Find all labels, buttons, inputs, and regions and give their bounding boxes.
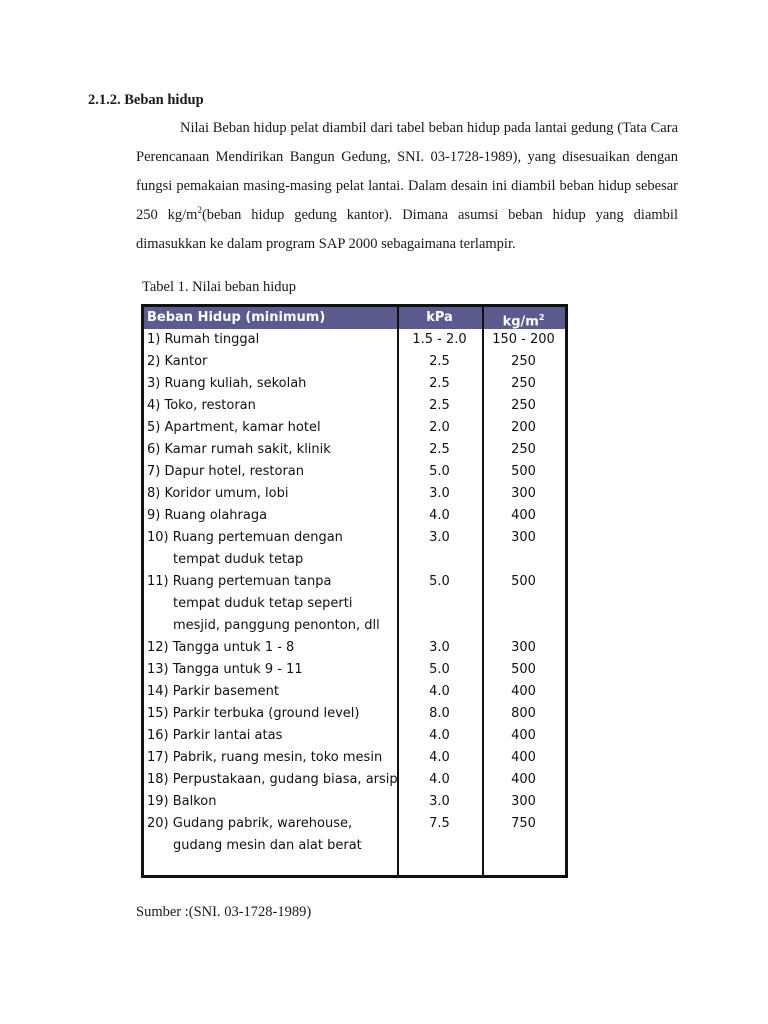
paragraph-text-part2: (beban hidup gedung kantor). Dimana asumsi beban hidup yang diambil dimasukkan ke dalam program SAP 2000 sebagaimana terlampir.: [136, 207, 678, 252]
cell-kg-m2: 300: [511, 794, 536, 809]
cell-kpa: 1.5 - 2.0: [412, 332, 467, 347]
cell-load-type-line: 2) Kantor: [147, 354, 208, 369]
cell-load-type: [147, 351, 397, 373]
cell-kpa: 2.5: [429, 398, 450, 413]
cell-kpa: 8.0: [429, 706, 450, 721]
cell-load-type-line: 8) Koridor umum, lobi: [147, 486, 289, 501]
cell-load-type: [147, 439, 397, 461]
section-heading: 2.1.2. Beban hidup: [88, 92, 204, 108]
table-row: [144, 329, 565, 351]
cell-load-type-line: 17) Pabrik, ruang mesin, toko mesin: [147, 750, 383, 765]
header-kg-m2: [482, 307, 565, 329]
body-paragraph: [136, 114, 678, 259]
table-row: [144, 351, 565, 373]
cell-load-type-line: 10) Ruang pertemuan dengan: [147, 530, 343, 545]
cell-load-type-line: tempat duduk tetap: [173, 552, 304, 567]
cell-load-type: [147, 527, 397, 571]
cell-kg-m2: 500: [511, 662, 536, 677]
cell-load-type: [147, 461, 397, 483]
table-row: [144, 681, 565, 703]
cell-load-type-line: 11) Ruang pertemuan tanpa: [147, 574, 332, 589]
cell-load-type-line: 3) Ruang kuliah, sekolah: [147, 376, 307, 391]
table-row: [144, 791, 565, 813]
table-row: [144, 813, 565, 857]
cell-load-type-line: mesjid, panggung penonton, dll: [173, 618, 380, 633]
cell-load-type-line: gudang mesin dan alat berat: [173, 838, 362, 853]
table-row: [144, 725, 565, 747]
cell-kpa: 5.0: [429, 662, 450, 677]
cell-load-type: [147, 571, 397, 637]
cell-load-type: [147, 637, 397, 659]
cell-load-type-line: 18) Perpustakaan, gudang biasa, arsip: [147, 772, 398, 787]
table-row: [144, 483, 565, 505]
cell-load-type: [147, 505, 397, 527]
table-row: [144, 769, 565, 791]
table-row: [144, 461, 565, 483]
table-caption: Tabel 1. Nilai beban hidup: [142, 279, 297, 295]
cell-kpa: 4.0: [429, 508, 450, 523]
cell-kg-m2: 150 - 200: [492, 332, 555, 347]
cell-load-type: [147, 747, 397, 769]
cell-load-type-line: 14) Parkir basement: [147, 684, 279, 699]
cell-kg-m2: 300: [511, 640, 536, 655]
cell-kg-m2: 250: [511, 442, 536, 457]
cell-kpa: 2.0: [429, 420, 450, 435]
live-load-table: [141, 304, 568, 878]
table-row: [144, 373, 565, 395]
table-source: Sumber :(SNI. 03-1728-1989): [136, 904, 312, 920]
cell-kg-m2: 300: [511, 530, 536, 545]
cell-kg-m2: 400: [511, 772, 536, 787]
table-row: [144, 395, 565, 417]
cell-load-type-line: 12) Tangga untuk 1 - 8: [147, 640, 295, 655]
cell-load-type-line: 5) Apartment, kamar hotel: [147, 420, 321, 435]
table-row: [144, 747, 565, 769]
cell-kg-m2: 400: [511, 750, 536, 765]
cell-load-type: [147, 417, 397, 439]
header-kg-base: kg/m: [502, 314, 539, 330]
cell-load-type-line: 4) Toko, restoran: [147, 398, 256, 413]
cell-load-type-line: tempat duduk tetap seperti: [173, 596, 353, 611]
table-row: [144, 637, 565, 659]
cell-kpa: 5.0: [429, 464, 450, 479]
header-kpa: kPa: [426, 310, 453, 325]
superscript-2: 2: [197, 205, 202, 216]
cell-kg-m2: 300: [511, 486, 536, 501]
header-kg-sup: 2: [538, 313, 545, 322]
cell-load-type: [147, 813, 397, 857]
cell-load-type-line: 6) Kamar rumah sakit, klinik: [147, 442, 331, 457]
cell-load-type-line: 13) Tangga untuk 9 - 11: [147, 662, 303, 677]
cell-load-type: [147, 395, 397, 417]
cell-load-type-line: 1) Rumah tinggal: [147, 332, 260, 347]
cell-kpa: 3.0: [429, 486, 450, 501]
cell-load-type-line: 15) Parkir terbuka (ground level): [147, 706, 360, 721]
cell-load-type: [147, 373, 397, 395]
cell-kg-m2: 200: [511, 420, 536, 435]
cell-kpa: 2.5: [429, 354, 450, 369]
cell-kpa: 3.0: [429, 530, 450, 545]
cell-load-type: [147, 681, 397, 703]
cell-kg-m2: 250: [511, 398, 536, 413]
cell-load-type-line: 19) Balkon: [147, 794, 217, 809]
cell-kg-m2: 500: [511, 574, 536, 589]
cell-kpa: 3.0: [429, 794, 450, 809]
cell-load-type: [147, 703, 397, 725]
cell-load-type-line: 7) Dapur hotel, restoran: [147, 464, 305, 479]
cell-kpa: 2.5: [429, 376, 450, 391]
header-item: Beban Hidup (minimum): [147, 310, 326, 325]
table-row: [144, 439, 565, 461]
cell-load-type: [147, 769, 397, 791]
cell-kpa: 4.0: [429, 684, 450, 699]
cell-load-type: [147, 725, 397, 747]
cell-load-type-line: 16) Parkir lantai atas: [147, 728, 283, 743]
cell-kg-m2: 250: [511, 354, 536, 369]
table-row: [144, 571, 565, 637]
cell-kpa: 4.0: [429, 728, 450, 743]
table-row: [144, 505, 565, 527]
cell-load-type-line: 9) Ruang olahraga: [147, 508, 268, 523]
cell-kg-m2: 250: [511, 376, 536, 391]
table-row: [144, 417, 565, 439]
cell-kpa: 5.0: [429, 574, 450, 589]
table-row: [144, 659, 565, 681]
cell-load-type: [147, 791, 397, 813]
table-row: [144, 703, 565, 725]
paragraph-text-part1: Nilai Beban hidup pelat diambil dari tabel beban hidup pada lantai gedung (Tata Cara Perencanaan Mendirikan Bangun Gedung, SNI. 03-1728-1989), yang disesuaikan dengan fungsi pemakaian masing-masing pelat lantai. Dalam desain ini diambil beban hidup sebesar 250 kg/m: [136, 120, 678, 223]
cell-kpa: 3.0: [429, 640, 450, 655]
cell-kpa: 7.5: [429, 816, 450, 831]
cell-kg-m2: 800: [511, 706, 536, 721]
cell-load-type: [147, 329, 397, 351]
cell-load-type: [147, 659, 397, 681]
cell-kpa: 4.0: [429, 750, 450, 765]
table-row: [144, 527, 565, 571]
cell-kg-m2: 400: [511, 728, 536, 743]
cell-load-type: [147, 483, 397, 505]
cell-kpa: 2.5: [429, 442, 450, 457]
cell-kg-m2: 750: [511, 816, 536, 831]
cell-kpa: 4.0: [429, 772, 450, 787]
cell-kg-m2: 400: [511, 684, 536, 699]
cell-load-type-line: 20) Gudang pabrik, warehouse,: [147, 816, 353, 831]
cell-kg-m2: 500: [511, 464, 536, 479]
table-header: [144, 307, 565, 329]
cell-kg-m2: 400: [511, 508, 536, 523]
